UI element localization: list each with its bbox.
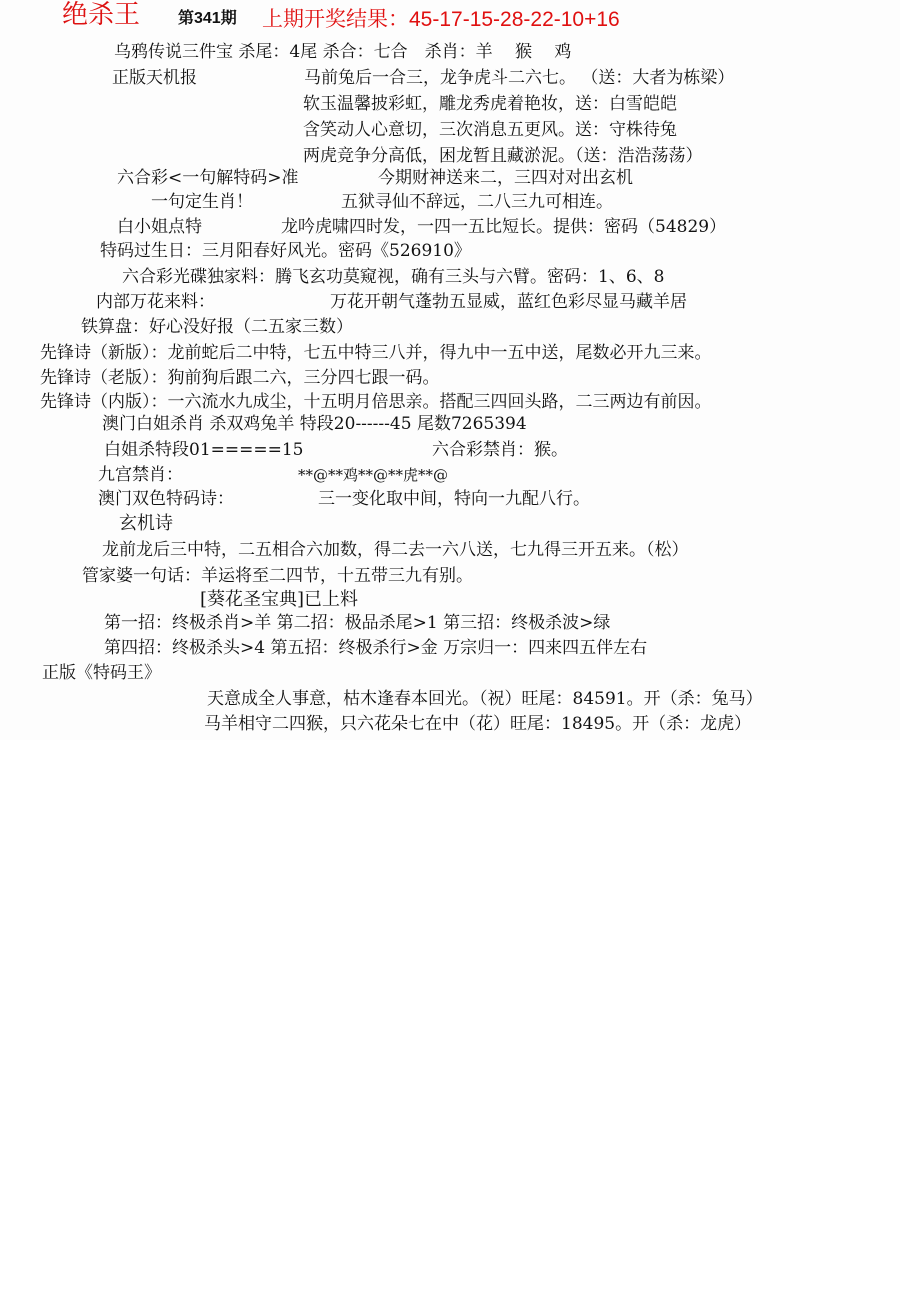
line-moves-1: 第一招：终极杀肖>羊 第二招：极品杀尾>1 第三招：终极杀波>绿 (104, 613, 611, 633)
line-mystery-poem: 龙前龙后三中特，二五相合六加数，得二去一六八送，七九得三开五来。（松） (102, 540, 689, 560)
line-tianji-text: 马前兔后一合三，龙争虎斗二六七。 （送：大者为栋梁） (304, 68, 735, 88)
line-poem-1: 软玉温馨披彩虹，雕龙秀虎着艳妆，送：白雪皑皑 (303, 94, 677, 114)
line-poem-2: 含笑动人心意切，三次消息五更风。送：守株待兔 (303, 120, 677, 140)
line-moves-2: 第四招：终极杀头>4 第五招：终极杀行>金 万宗归一：四来四五伴左右 (104, 638, 648, 658)
issue-number: 第341期 (178, 10, 237, 27)
line-zodiac-text: 五狱寻仙不辞远，二八三九可相连。 (341, 192, 613, 212)
line-crow-legend: 乌鸦传说三件宝 杀尾：4尾 杀合：七合 杀肖：羊 猴 鸡 (114, 42, 572, 62)
line-tema-king-title: 正版《特码王》 (42, 663, 161, 683)
line-zodiac-label: 一句定生肖！ (151, 192, 253, 212)
last-result: 上期开奖结果：45-17-15-28-22-10+16 (262, 8, 620, 31)
line-tianji-label: 正版天机报 (112, 68, 197, 88)
logo-title: 绝杀王 (62, 0, 141, 30)
line-ninepalace-label: 九宫禁肖： (98, 465, 183, 485)
line-pioneer-old: 先锋诗（老版）：狗前狗后跟二六，三分四七跟一码。 (40, 368, 440, 388)
line-abacus: 铁算盘：好心没好报（二五家三数） (81, 317, 353, 337)
line-whitelady-text: 龙吟虎啸四时发，一四一五比短长。提供：密码（54829） (281, 217, 727, 237)
line-mystery-heading: 玄机诗 (119, 513, 173, 534)
line-wanhua-text: 万花开朝气蓬勃五显威，蓝红色彩尽显马藏羊居 (330, 292, 687, 312)
line-tema-king-1: 天意成全人事意，枯木逢春本回光。（祝）旺尾：84591。开（杀：兔马） (207, 689, 763, 709)
line-housekeeper: 管家婆一句话：羊运将至二四节，十五带三九有别。 (82, 566, 473, 586)
line-oneliner-text: 今期财神送来二，三四对对出玄机 (378, 168, 633, 188)
line-birthday: 特码过生日：三月阳春好风光。密码《526910》 (100, 241, 471, 261)
line-macau-kill: 澳门白姐杀肖 杀双鸡兔羊 特段20------45 尾数7265394 (102, 414, 527, 434)
line-kill-segment: 白姐杀特段01=====15 (104, 440, 304, 460)
line-wanhua-label: 内部万花来料： (96, 292, 215, 312)
line-whitelady-label: 白小姐点特 (117, 217, 202, 237)
line-banned-zodiac: 六合彩禁肖：猴。 (432, 440, 568, 460)
line-ninepalace-text: **@**鸡**@**虎**@ (298, 466, 449, 484)
line-pioneer-inner: 先锋诗（内版）：一六流水九成尘，十五明月倍思亲。搭配三四回头路，二三两边有前因。 (40, 392, 712, 412)
line-twocolor-text: 三一变化取中间，特向一九配八行。 (318, 489, 590, 509)
line-tema-king-2: 马羊相守二四猴，只六花朵七在中（花）旺尾：18495。开（杀：龙虎） (204, 714, 752, 734)
line-sunflower-heading: [葵花圣宝典]已上料 (200, 589, 359, 610)
line-disc: 六合彩光碟独家料：腾飞玄功莫窥视，确有三头与六臂。密码：1、6、8 (122, 267, 665, 287)
line-twocolor-label: 澳门双色特码诗： (98, 489, 234, 509)
line-oneliner-label: 六合彩<一句解特码>准 (117, 168, 299, 188)
line-poem-3: 两虎竞争分高低，困龙暂且藏淤泥。（送：浩浩荡荡） (303, 146, 703, 166)
line-pioneer-new: 先锋诗（新版）：龙前蛇后二中特，七五中特三八并，得九中一五中送，尾数必开九三来。 (40, 343, 712, 363)
